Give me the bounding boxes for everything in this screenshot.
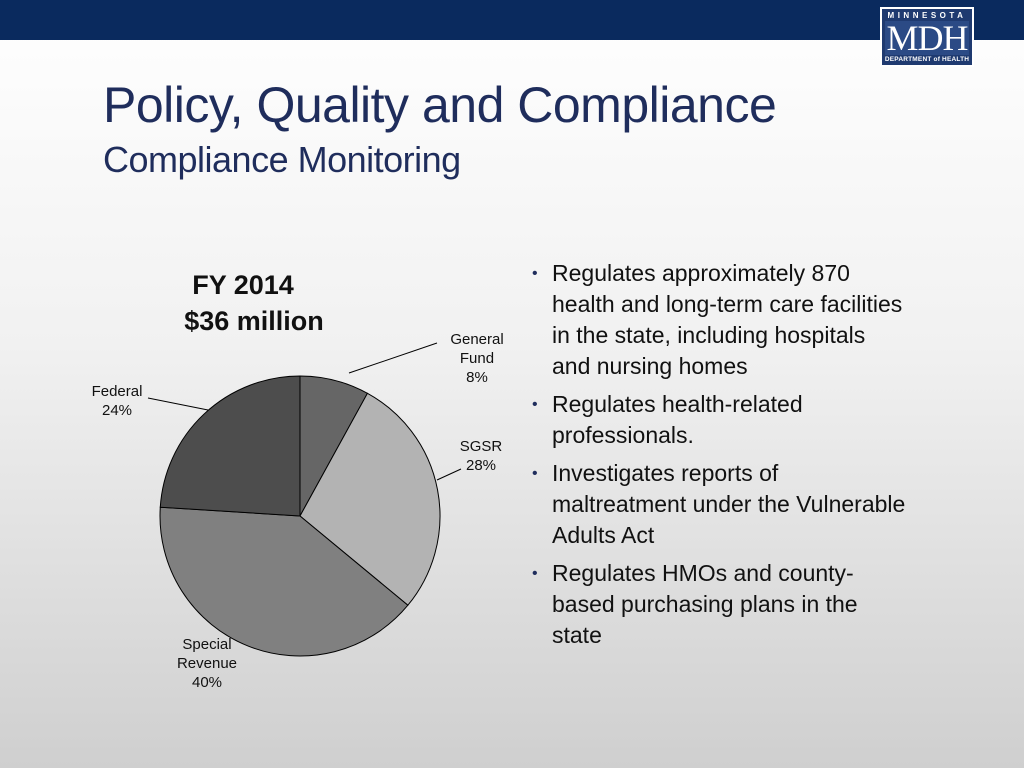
bullet-dot-icon: • bbox=[532, 465, 538, 482]
bullet-dot-icon: • bbox=[532, 265, 538, 282]
leader-line-federal bbox=[148, 398, 208, 410]
chart-subtitle: $36 million bbox=[184, 306, 324, 336]
bullet-list bbox=[530, 258, 910, 658]
bullet-item bbox=[530, 389, 910, 451]
logo-dept-text: DEPARTMENT of HEALTH bbox=[884, 56, 970, 63]
slice-label-sgsr: SGSR 28% bbox=[459, 438, 503, 474]
logo-mark: MDH bbox=[886, 18, 968, 58]
bullet-item bbox=[530, 258, 910, 382]
bullet-text: Regulates HMOs and county-based purchasing plans in the state bbox=[552, 560, 858, 648]
pie-slice-federal bbox=[160, 376, 300, 516]
slice-label-special-revenue: Special Revenue 40% bbox=[176, 636, 238, 691]
chart-title: FY 2014 bbox=[192, 270, 294, 300]
slice-label-general-fund: General Fund 8% bbox=[450, 331, 504, 386]
slide-subtitle: Compliance Monitoring bbox=[103, 139, 461, 180]
slice-label-federal: Federal 24% bbox=[91, 383, 143, 419]
leader-line-sgsr bbox=[437, 469, 461, 480]
leader-line-general-fund bbox=[349, 343, 437, 373]
bullet-item bbox=[530, 458, 910, 551]
bullet-text: Regulates approximately 870 health and long-term care facilities in the state, including hospitals and nursing homes bbox=[552, 260, 903, 379]
slide-title: Policy, Quality and Compliance bbox=[103, 77, 777, 133]
bullet-dot-icon: • bbox=[532, 565, 538, 582]
bullet-dot-icon: • bbox=[532, 396, 538, 413]
bullet-item bbox=[530, 558, 910, 651]
bullet-text: Regulates health-related professionals. bbox=[552, 391, 803, 448]
logo-state-text: MINNESOTA bbox=[887, 11, 967, 20]
bullet-text: Investigates reports of maltreatment under the Vulnerable Adults Act bbox=[552, 460, 906, 548]
